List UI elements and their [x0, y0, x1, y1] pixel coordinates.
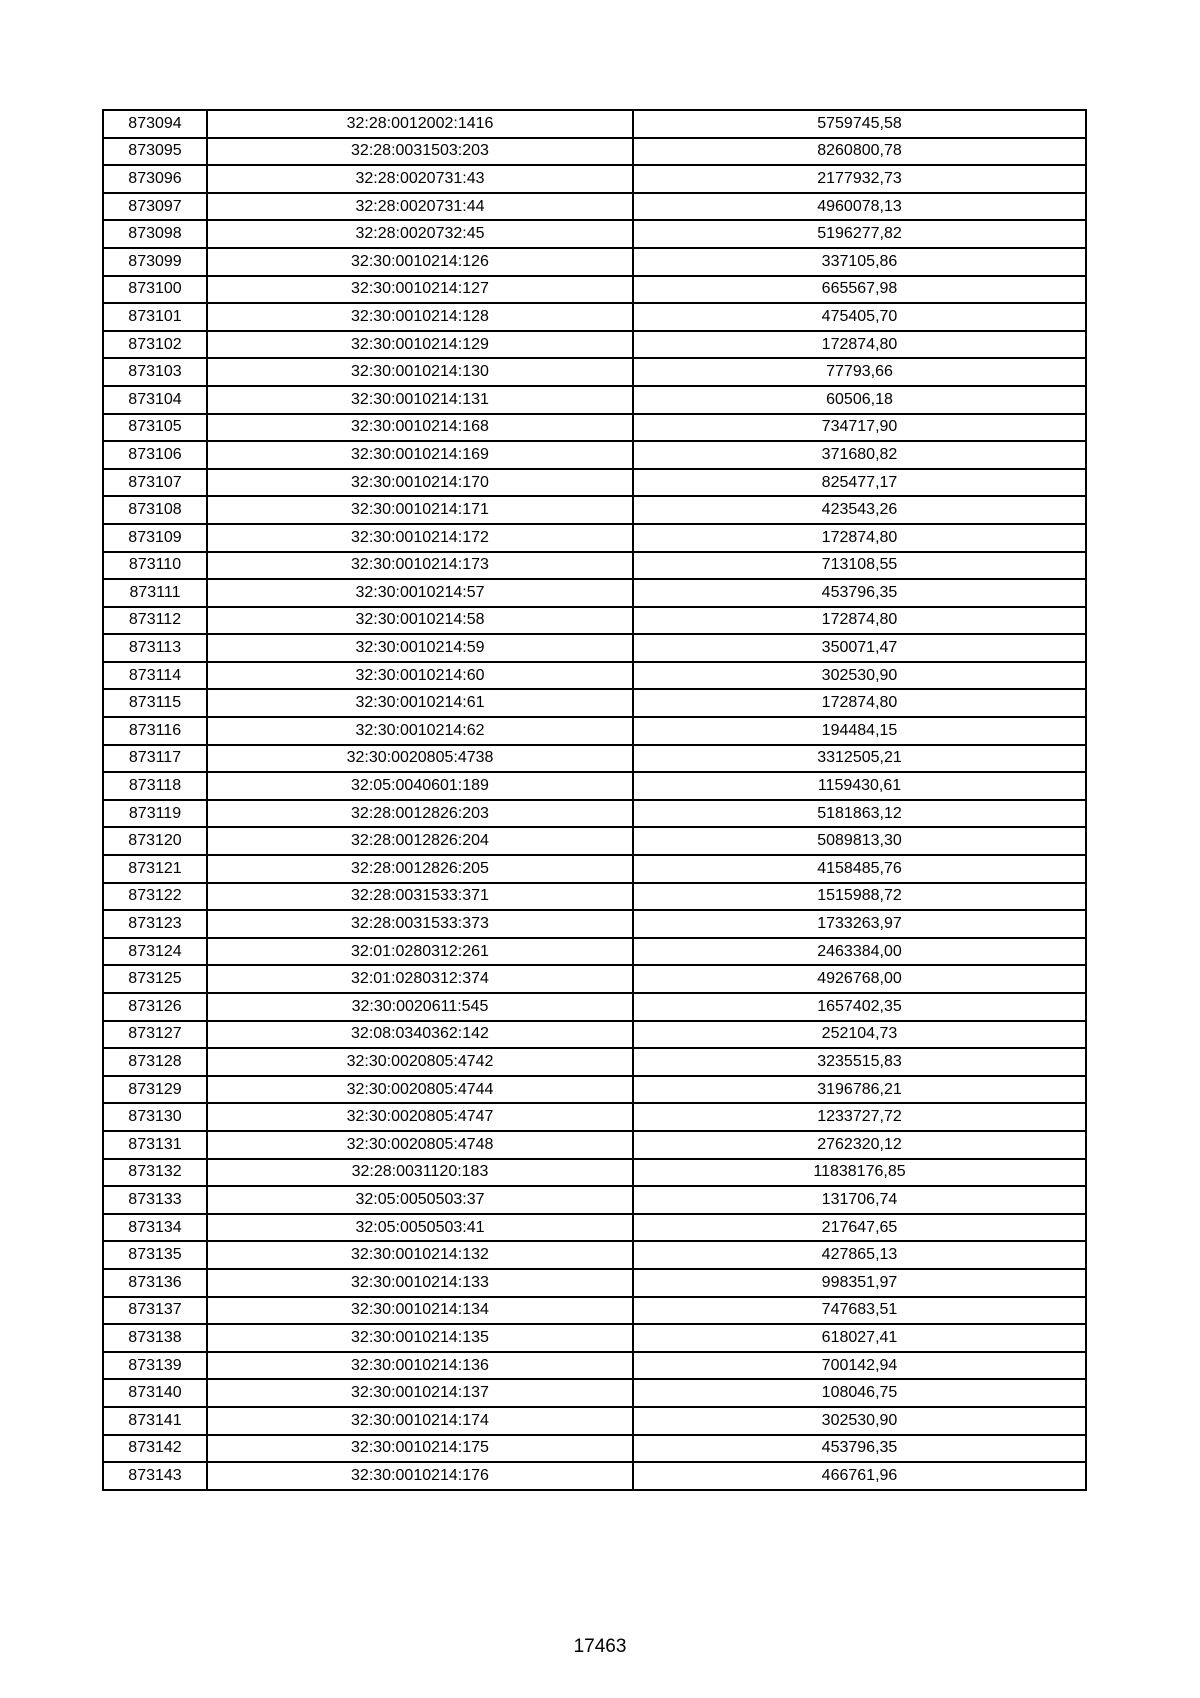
table-row: [103, 303, 1086, 331]
value-cell: 11838176,85: [633, 1159, 1086, 1187]
table-row: [103, 1048, 1086, 1076]
cadastral-number-cell: 32:05:0040601:189: [207, 772, 633, 800]
cadastral-number-cell: 32:30:0010214:170: [207, 469, 633, 497]
record-number-cell: 873131: [103, 1131, 207, 1159]
record-number-cell: 873119: [103, 800, 207, 828]
table-row: [103, 1131, 1086, 1159]
cadastral-number-cell: 32:30:0010214:60: [207, 662, 633, 690]
table-row: [103, 1297, 1086, 1325]
cadastral-number-cell: 32:30:0010214:57: [207, 579, 633, 607]
record-number-cell: 873100: [103, 276, 207, 304]
table-row: [103, 717, 1086, 745]
record-number-cell: 873135: [103, 1241, 207, 1269]
cadastral-number-cell: 32:30:0010214:126: [207, 248, 633, 276]
table-row: [103, 800, 1086, 828]
value-cell: 713108,55: [633, 552, 1086, 580]
value-cell: 475405,70: [633, 303, 1086, 331]
cadastral-number-cell: 32:30:0010214:169: [207, 441, 633, 469]
value-cell: 1159430,61: [633, 772, 1086, 800]
value-cell: 3196786,21: [633, 1076, 1086, 1104]
record-number-cell: 873098: [103, 220, 207, 248]
table-row: [103, 469, 1086, 497]
value-cell: 1515988,72: [633, 883, 1086, 911]
value-cell: 371680,82: [633, 441, 1086, 469]
value-cell: 466761,96: [633, 1462, 1086, 1490]
value-cell: 423543,26: [633, 496, 1086, 524]
cadastral-number-cell: 32:28:0031120:183: [207, 1159, 633, 1187]
value-cell: 194484,15: [633, 717, 1086, 745]
cadastral-number-cell: 32:28:0012002:1416: [207, 110, 633, 138]
cadastral-number-cell: 32:30:0010214:175: [207, 1435, 633, 1463]
cadastral-number-cell: 32:28:0012826:204: [207, 827, 633, 855]
cadastral-number-cell: 32:28:0031503:203: [207, 138, 633, 166]
table-body: [103, 110, 1086, 1490]
cadastral-number-cell: 32:30:0020805:4748: [207, 1131, 633, 1159]
record-number-cell: 873143: [103, 1462, 207, 1490]
table-row: [103, 331, 1086, 359]
value-cell: 4926768,00: [633, 965, 1086, 993]
cadastral-number-cell: 32:28:0012826:203: [207, 800, 633, 828]
table-row: [103, 938, 1086, 966]
record-number-cell: 873142: [103, 1435, 207, 1463]
cadastral-number-cell: 32:28:0020732:45: [207, 220, 633, 248]
cadastral-number-cell: 32:30:0010214:129: [207, 331, 633, 359]
value-cell: 77793,66: [633, 358, 1086, 386]
table-row: [103, 220, 1086, 248]
cadastral-number-cell: 32:30:0010214:137: [207, 1379, 633, 1407]
value-cell: 665567,98: [633, 276, 1086, 304]
record-number-cell: 873105: [103, 414, 207, 442]
record-number-cell: 873113: [103, 634, 207, 662]
value-cell: 108046,75: [633, 1379, 1086, 1407]
cadastral-number-cell: 32:30:0010214:173: [207, 552, 633, 580]
cadastral-number-cell: 32:30:0010214:168: [207, 414, 633, 442]
cadastral-number-cell: 32:30:0010214:59: [207, 634, 633, 662]
record-number-cell: 873130: [103, 1103, 207, 1131]
record-number-cell: 873101: [103, 303, 207, 331]
table-row: [103, 1462, 1086, 1490]
value-cell: 734717,90: [633, 414, 1086, 442]
cadastral-number-cell: 32:30:0010214:62: [207, 717, 633, 745]
table-row: [103, 1076, 1086, 1104]
table-row: [103, 276, 1086, 304]
record-number-cell: 873126: [103, 993, 207, 1021]
cadastral-number-cell: 32:30:0010214:172: [207, 524, 633, 552]
table-row: [103, 1269, 1086, 1297]
cadastral-number-cell: 32:30:0010214:132: [207, 1241, 633, 1269]
record-number-cell: 873095: [103, 138, 207, 166]
table-row: [103, 579, 1086, 607]
table-row: [103, 662, 1086, 690]
cadastral-number-cell: 32:30:0010214:136: [207, 1352, 633, 1380]
cadastral-number-cell: 32:30:0010214:171: [207, 496, 633, 524]
table-row: [103, 193, 1086, 221]
record-number-cell: 873120: [103, 827, 207, 855]
record-number-cell: 873118: [103, 772, 207, 800]
record-number-cell: 873112: [103, 607, 207, 635]
value-cell: 5759745,58: [633, 110, 1086, 138]
table-row: [103, 634, 1086, 662]
table-row: [103, 110, 1086, 138]
record-number-cell: 873139: [103, 1352, 207, 1380]
record-number-cell: 873116: [103, 717, 207, 745]
cadastral-number-cell: 32:28:0020731:43: [207, 165, 633, 193]
value-cell: 5181863,12: [633, 800, 1086, 828]
record-number-cell: 873102: [103, 331, 207, 359]
cadastral-number-cell: 32:05:0050503:41: [207, 1214, 633, 1242]
record-number-cell: 873124: [103, 938, 207, 966]
value-cell: 618027,41: [633, 1324, 1086, 1352]
value-cell: 60506,18: [633, 386, 1086, 414]
table-row: [103, 1103, 1086, 1131]
table-row: [103, 386, 1086, 414]
value-cell: 172874,80: [633, 524, 1086, 552]
table-row: [103, 1352, 1086, 1380]
value-cell: 998351,97: [633, 1269, 1086, 1297]
value-cell: 5089813,30: [633, 827, 1086, 855]
value-cell: 825477,17: [633, 469, 1086, 497]
cadastral-number-cell: 32:30:0020611:545: [207, 993, 633, 1021]
table-row: [103, 1407, 1086, 1435]
value-cell: 453796,35: [633, 1435, 1086, 1463]
value-cell: 4960078,13: [633, 193, 1086, 221]
value-cell: 4158485,76: [633, 855, 1086, 883]
value-cell: 2463384,00: [633, 938, 1086, 966]
record-number-cell: 873111: [103, 579, 207, 607]
page-number: 17463: [573, 1636, 627, 1657]
table-row: [103, 883, 1086, 911]
value-cell: 453796,35: [633, 579, 1086, 607]
value-cell: 700142,94: [633, 1352, 1086, 1380]
record-number-cell: 873136: [103, 1269, 207, 1297]
table-row: [103, 414, 1086, 442]
value-cell: 3235515,83: [633, 1048, 1086, 1076]
cadastral-number-cell: 32:30:0010214:133: [207, 1269, 633, 1297]
table-row: [103, 607, 1086, 635]
record-number-cell: 873134: [103, 1214, 207, 1242]
cadastral-number-cell: 32:30:0020805:4747: [207, 1103, 633, 1131]
table-row: [103, 855, 1086, 883]
value-cell: 350071,47: [633, 634, 1086, 662]
record-number-cell: 873122: [103, 883, 207, 911]
record-number-cell: 873097: [103, 193, 207, 221]
table-row: [103, 358, 1086, 386]
value-cell: 172874,80: [633, 607, 1086, 635]
record-number-cell: 873094: [103, 110, 207, 138]
data-table: [102, 109, 1087, 1491]
cadastral-number-cell: 32:30:0010214:61: [207, 689, 633, 717]
value-cell: 3312505,21: [633, 745, 1086, 773]
record-number-cell: 873121: [103, 855, 207, 883]
record-number-cell: 873104: [103, 386, 207, 414]
table-row: [103, 827, 1086, 855]
cadastral-number-cell: 32:01:0280312:261: [207, 938, 633, 966]
table-row: [103, 1241, 1086, 1269]
cadastral-number-cell: 32:28:0031533:373: [207, 910, 633, 938]
cadastral-number-cell: 32:30:0010214:127: [207, 276, 633, 304]
record-number-cell: 873128: [103, 1048, 207, 1076]
record-number-cell: 873106: [103, 441, 207, 469]
record-number-cell: 873132: [103, 1159, 207, 1187]
record-number-cell: 873103: [103, 358, 207, 386]
value-cell: 337105,86: [633, 248, 1086, 276]
value-cell: 172874,80: [633, 331, 1086, 359]
value-cell: 131706,74: [633, 1186, 1086, 1214]
table-row: [103, 552, 1086, 580]
value-cell: 2177932,73: [633, 165, 1086, 193]
record-number-cell: 873107: [103, 469, 207, 497]
table-row: [103, 965, 1086, 993]
cadastral-number-cell: 32:01:0280312:374: [207, 965, 633, 993]
record-number-cell: 873117: [103, 745, 207, 773]
record-number-cell: 873123: [103, 910, 207, 938]
table-row: [103, 1324, 1086, 1352]
cadastral-number-cell: 32:30:0010214:131: [207, 386, 633, 414]
value-cell: 8260800,78: [633, 138, 1086, 166]
cadastral-number-cell: 32:30:0010214:130: [207, 358, 633, 386]
value-cell: 427865,13: [633, 1241, 1086, 1269]
value-cell: 217647,65: [633, 1214, 1086, 1242]
value-cell: 747683,51: [633, 1297, 1086, 1325]
table-row: [103, 689, 1086, 717]
record-number-cell: 873140: [103, 1379, 207, 1407]
value-cell: 1233727,72: [633, 1103, 1086, 1131]
cadastral-number-cell: 32:30:0010214:174: [207, 1407, 633, 1435]
cadastral-number-cell: 32:30:0010214:58: [207, 607, 633, 635]
table-row: [103, 441, 1086, 469]
table-row: [103, 1021, 1086, 1049]
value-cell: 172874,80: [633, 689, 1086, 717]
cadastral-number-cell: 32:05:0050503:37: [207, 1186, 633, 1214]
table-row: [103, 745, 1086, 773]
cadastral-number-cell: 32:30:0010214:176: [207, 1462, 633, 1490]
record-number-cell: 873133: [103, 1186, 207, 1214]
table-row: [103, 138, 1086, 166]
cadastral-number-cell: 32:30:0020805:4738: [207, 745, 633, 773]
table-row: [103, 910, 1086, 938]
record-number-cell: 873127: [103, 1021, 207, 1049]
cadastral-number-cell: 32:30:0010214:135: [207, 1324, 633, 1352]
record-number-cell: 873138: [103, 1324, 207, 1352]
table-row: [103, 496, 1086, 524]
table-row: [103, 524, 1086, 552]
value-cell: 2762320,12: [633, 1131, 1086, 1159]
cadastral-number-cell: 32:08:0340362:142: [207, 1021, 633, 1049]
table-row: [103, 1435, 1086, 1463]
value-cell: 302530,90: [633, 1407, 1086, 1435]
record-number-cell: 873110: [103, 552, 207, 580]
table-row: [103, 248, 1086, 276]
cadastral-number-cell: 32:30:0010214:134: [207, 1297, 633, 1325]
table-row: [103, 1159, 1086, 1187]
record-number-cell: 873109: [103, 524, 207, 552]
record-number-cell: 873115: [103, 689, 207, 717]
record-number-cell: 873125: [103, 965, 207, 993]
cadastral-number-cell: 32:30:0020805:4742: [207, 1048, 633, 1076]
cadastral-number-cell: 32:30:0010214:128: [207, 303, 633, 331]
table-row: [103, 1214, 1086, 1242]
cadastral-number-cell: 32:28:0012826:205: [207, 855, 633, 883]
record-number-cell: 873137: [103, 1297, 207, 1325]
cadastral-number-cell: 32:28:0031533:371: [207, 883, 633, 911]
value-cell: 1657402,35: [633, 993, 1086, 1021]
record-number-cell: 873108: [103, 496, 207, 524]
record-number-cell: 873114: [103, 662, 207, 690]
value-cell: 5196277,82: [633, 220, 1086, 248]
value-cell: 252104,73: [633, 1021, 1086, 1049]
table-row: [103, 772, 1086, 800]
value-cell: 1733263,97: [633, 910, 1086, 938]
value-cell: 302530,90: [633, 662, 1086, 690]
cadastral-number-cell: 32:30:0020805:4744: [207, 1076, 633, 1104]
table-row: [103, 993, 1086, 1021]
table-row: [103, 165, 1086, 193]
record-number-cell: 873129: [103, 1076, 207, 1104]
record-number-cell: 873141: [103, 1407, 207, 1435]
table-row: [103, 1186, 1086, 1214]
record-number-cell: 873099: [103, 248, 207, 276]
record-number-cell: 873096: [103, 165, 207, 193]
table-row: [103, 1379, 1086, 1407]
cadastral-number-cell: 32:28:0020731:44: [207, 193, 633, 221]
